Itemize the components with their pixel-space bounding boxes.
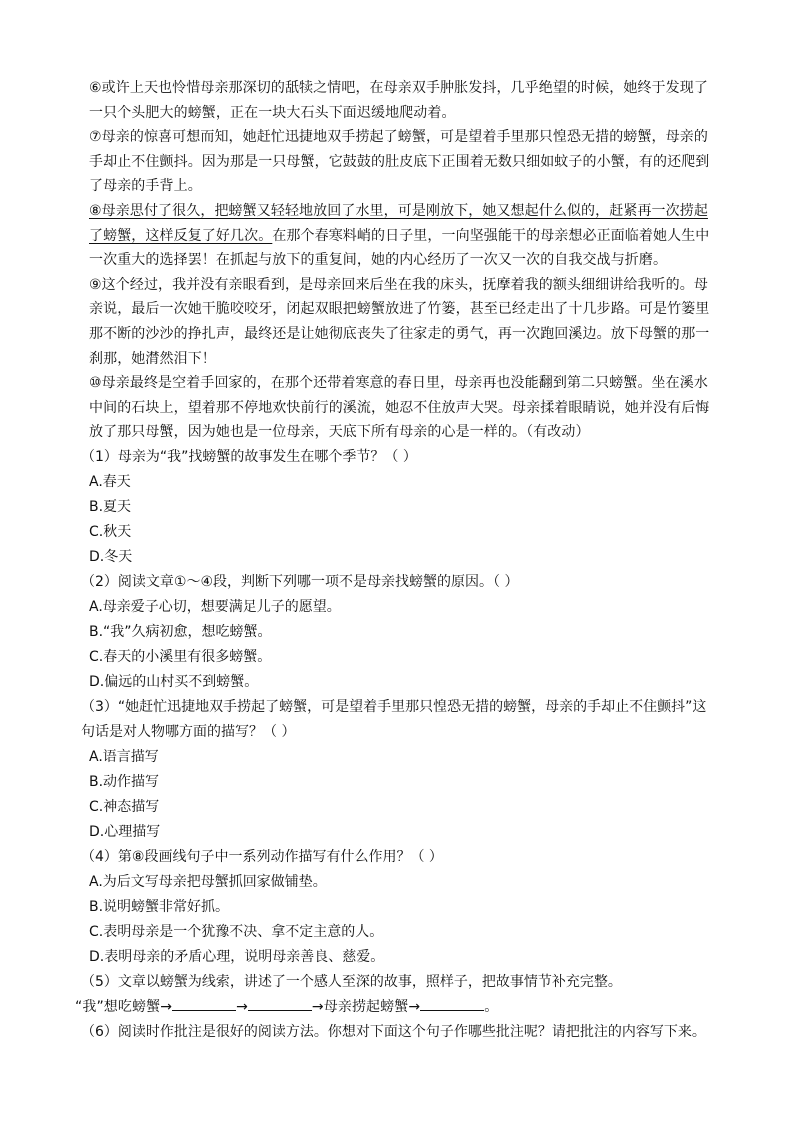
question-2-option-d[interactable]: D.偏远的山村买不到螃蟹。 [89,673,259,690]
chain-arrow-3: → [311,998,324,1015]
answer-blank-3[interactable] [420,996,484,1011]
question-4-option-c[interactable]: C.表明母亲是一个犹豫不决、拿不定主意的人。 [89,923,384,940]
paragraph-8 [75,199,720,273]
question-2-option-a[interactable]: A.母亲爱子心切，想要满足儿子的愿望。 [89,598,341,615]
question-1-option-d[interactable]: D.冬天 [89,548,133,565]
paragraph-7: ⑦母亲的惊喜可想而知，她赶忙迅捷地双手捞起了螃蟹，可是望着手里那只惶恐无措的螃蟹，母亲的手却止不住颤抖。因为那是一只母蟹，它鼓鼓的肚皮底下正围着无数只细如蚊子的小蟹，有的还爬到了母亲的手背上。 [89,129,710,195]
chain-mid: 母亲捞起螃蟹 [323,998,409,1015]
paragraph-8-rest: 在那个春寒料峭的日子里，一向坚强能干的母亲想必正面临着她人生中一次重大的选择罢！在抓起与放下的重复间，她的内心经历了一次又一次的自我交战与折磨。 [89,227,710,269]
question-3-option-d[interactable]: D.心理描写 [89,823,161,840]
question-6-stem: （6）阅读时作批注是很好的阅读方法。你想对下面这个句子作哪些批注呢？请把批注的内容写下来。 [81,1023,706,1040]
chain-arrow-2: → [236,998,248,1015]
question-2-option-b[interactable]: B.“我”久病初愈，想吃螃蟹。 [89,623,272,640]
question-3-option-c[interactable]: C.神态描写 [89,798,160,815]
question-1-option-b[interactable]: B.夏天 [89,498,132,515]
question-5-plot-chain [75,995,720,1020]
answer-blank-1[interactable] [172,996,236,1011]
paragraph-6: ⑥或许上天也怜惜母亲那深切的舐犊之情吧，在母亲双手肿胀发抖，几乎绝望的时候，她终于发现了一只个头肥大的螃蟹，正在一块大石头下面迟缓地爬动着。 [89,80,708,121]
question-3-stem: （3）“她赶忙迅捷地双手捞起了螃蟹，可是望着手里那只惶恐无措的螃蟹，母亲的手却止不住颤抖”这句话是对人物哪方面的描写？（ ） [81,698,707,740]
question-4-option-a[interactable]: A.为后文写母亲把母蟹抓回家做铺垫。 [89,873,327,890]
question-3-option-b[interactable]: B.动作描写 [89,773,160,790]
question-4-stem: （4）第⑧段画线句子中一系列动作描写有什么作用？（ ） [81,848,443,865]
question-1-option-c[interactable]: C.秋天 [89,523,132,540]
chain-arrow-4: → [408,998,421,1015]
paragraph-9: ⑨这个经过，我并没有亲眼看到，是母亲回来后坐在我的床头，抚摩着我的额头细细讲给我听的。母亲说，最后一次她干脆咬咬牙，闭起双眼把螃蟹放进了竹篓，甚至已经走出了十几步路。可是竹篓里那不断的沙沙的挣扎声，最终还是让她彻底丧失了往家走的勇气，再一次跑回溪边。放下母蟹的那一刹那，她潸然泪下！ [89,276,710,367]
question-4-option-d[interactable]: D.表明母亲的矛盾心理，说明母亲善良、慈爱。 [89,948,385,965]
question-2-option-c[interactable]: C.春天的小溪里有很多螃蟹。 [89,648,272,665]
question-1-stem: （1）母亲为“我”找螃蟹的故事发生在哪个季节？（ ） [81,448,417,465]
question-3-option-a[interactable]: A.语言描写 [89,748,159,765]
paragraph-10: ⑩母亲最终是空着手回家的，在那个还带着寒意的春日里，母亲再也没能翻到第二只螃蟹。坐在溪水中间的石块上，望着那不停地欢快前行的溪流，她忍不住放声大哭。母亲揉着眼睛说，她并没有后悔放了那只母蟹，因为她也是一位母亲，天底下所有母亲的心是一样的。（有改动） [89,375,710,441]
chain-start: “我”想吃螃蟹 [75,998,161,1015]
answer-blank-2[interactable] [248,996,312,1011]
reading-content [75,76,720,1045]
chain-end: 。 [484,998,499,1015]
question-1-option-a[interactable]: A.春天 [89,473,131,490]
underlined-sentence: ⑧母亲思付了很久，把螃蟹又轻轻地放回了水里，可是刚放下，她又想起什么似的，赶紧再一次捞起了螃蟹，这样反复了好几次。 [89,202,708,244]
chain-arrow-1: → [160,998,173,1015]
question-4-option-b[interactable]: B.说明螃蟹非常好抓。 [89,898,230,915]
question-5-stem: （5）文章以螃蟹为线索，讲述了一个感人至深的故事，照样子，把故事情节补充完整。 [81,973,622,990]
question-2-stem: （2）阅读文章①～④段，判断下列哪一项不是母亲找螃蟹的原因。（ ） [81,573,519,590]
